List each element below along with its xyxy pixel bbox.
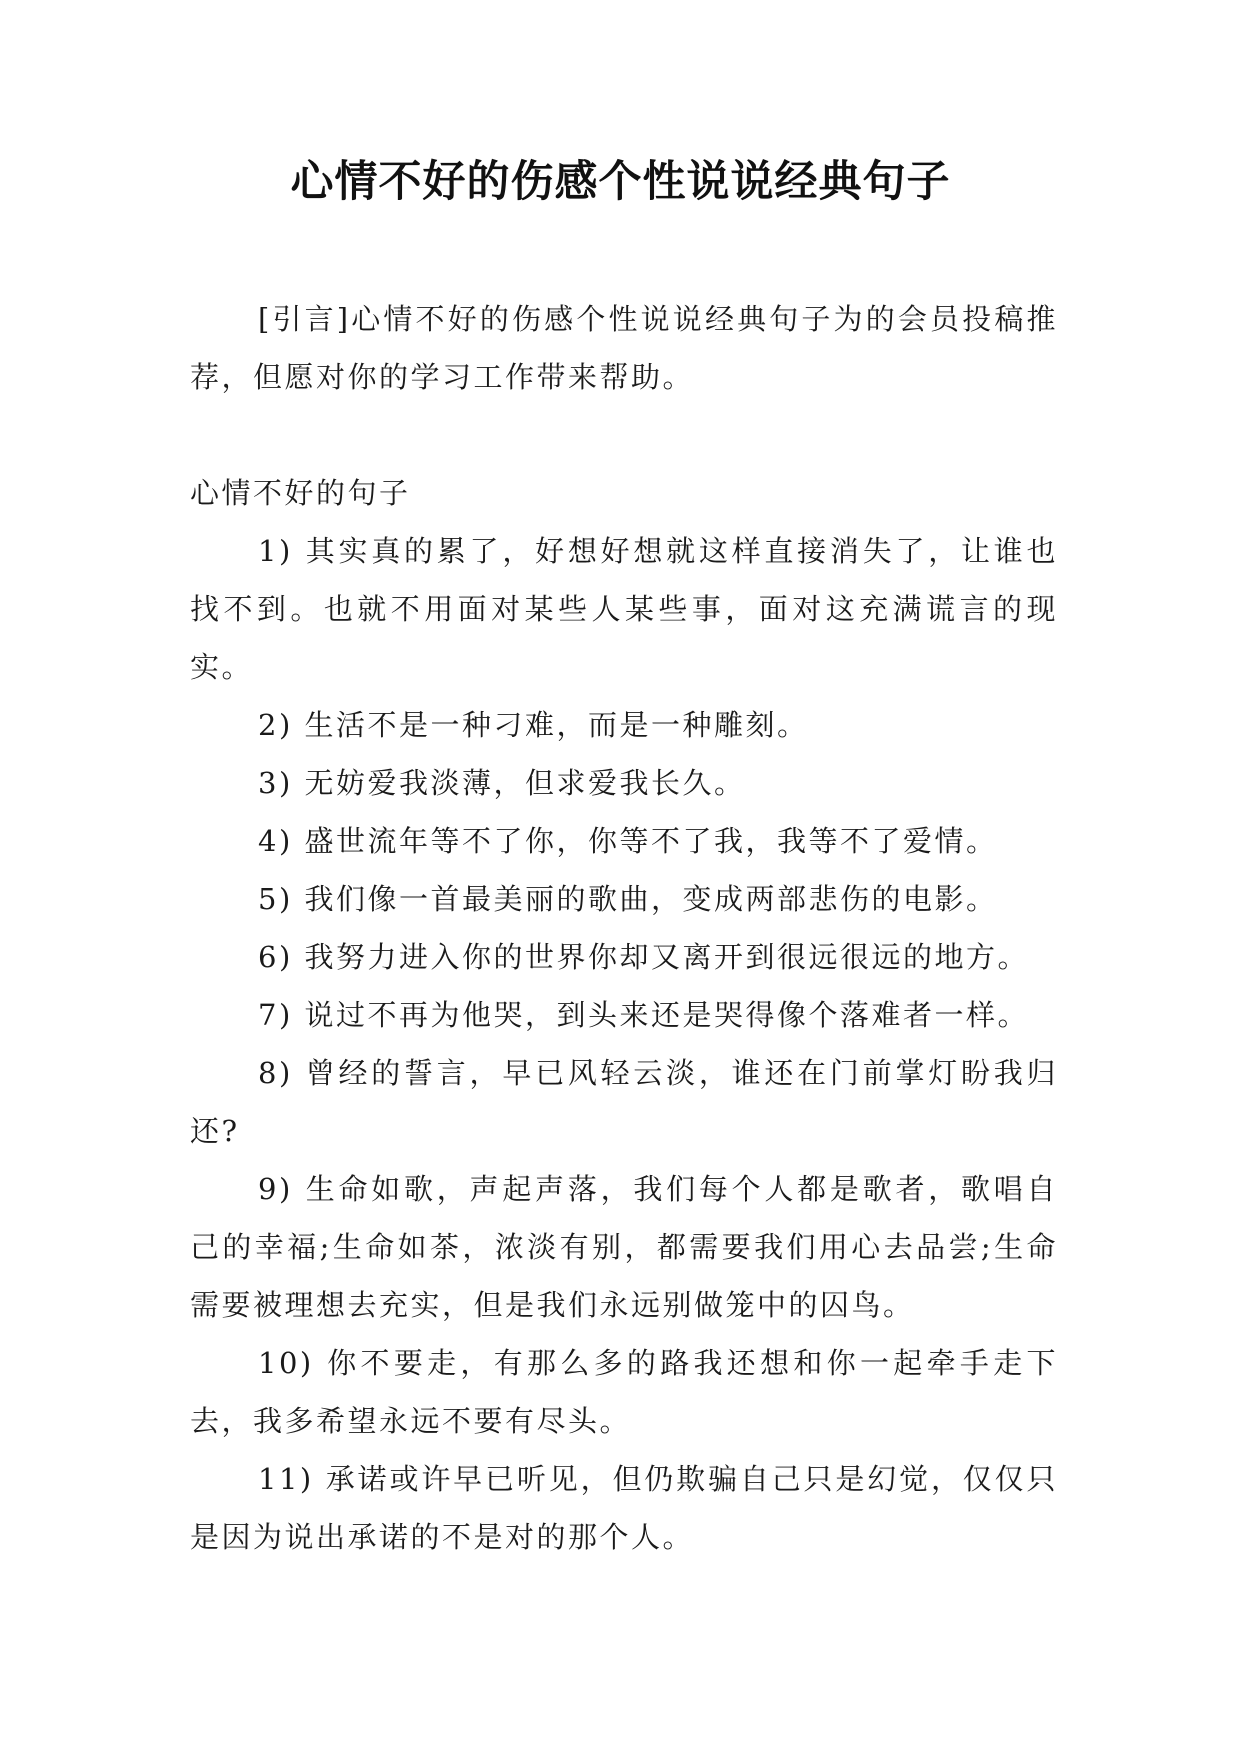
list-item: 11) 承诺或许早已听见，但仍欺骗自己只是幻觉，仅仅只是因为说出承诺的不是对的那个人。 [190,1462,1058,1554]
list-item: 6) 我努力进入你的世界你却又离开到很远很远的地方。 [258,940,1029,974]
list-item: 9) 生命如歌，声起声落，我们每个人都是歌者，歌唱自己的幸福;生命如茶，浓淡有别，都需要我们用心去品尝;生命需要被理想去充实，但是我们永远别做笼中的囚鸟。 [190,1172,1058,1322]
list-item: 3) 无妨爱我淡薄，但求爱我长久。 [258,766,746,800]
document-body [190,290,1058,1566]
list-item: 4) 盛世流年等不了你，你等不了我，我等不了爱情。 [258,824,998,858]
section-heading: 心情不好的句子 [190,476,411,510]
list-item: 10) 你不要走，有那么多的路我还想和你一起牵手走下去，我多希望永远不要有尽头。 [190,1346,1058,1438]
list-item: 1) 其实真的累了，好想好想就这样直接消失了，让谁也找不到。也就不用面对某些人某些事，面对这充满谎言的现实。 [190,534,1058,684]
list-item: 8) 曾经的誓言，早已风轻云淡，谁还在门前掌灯盼我归还? [190,1056,1058,1148]
list-item: 2) 生活不是一种刁难，而是一种雕刻。 [258,708,809,742]
intro-paragraph: [引言]心情不好的伤感个性说说经典句子为的会员投稿推荐，但愿对你的学习工作带来帮助。 [190,302,1058,394]
list-item: 7) 说过不再为他哭，到头来还是哭得像个落难者一样。 [258,998,1029,1032]
list-item: 5) 我们像一首最美丽的歌曲，变成两部悲伤的电影。 [258,882,998,916]
document-title: 心情不好的伤感个性说说经典句子 [290,157,951,207]
